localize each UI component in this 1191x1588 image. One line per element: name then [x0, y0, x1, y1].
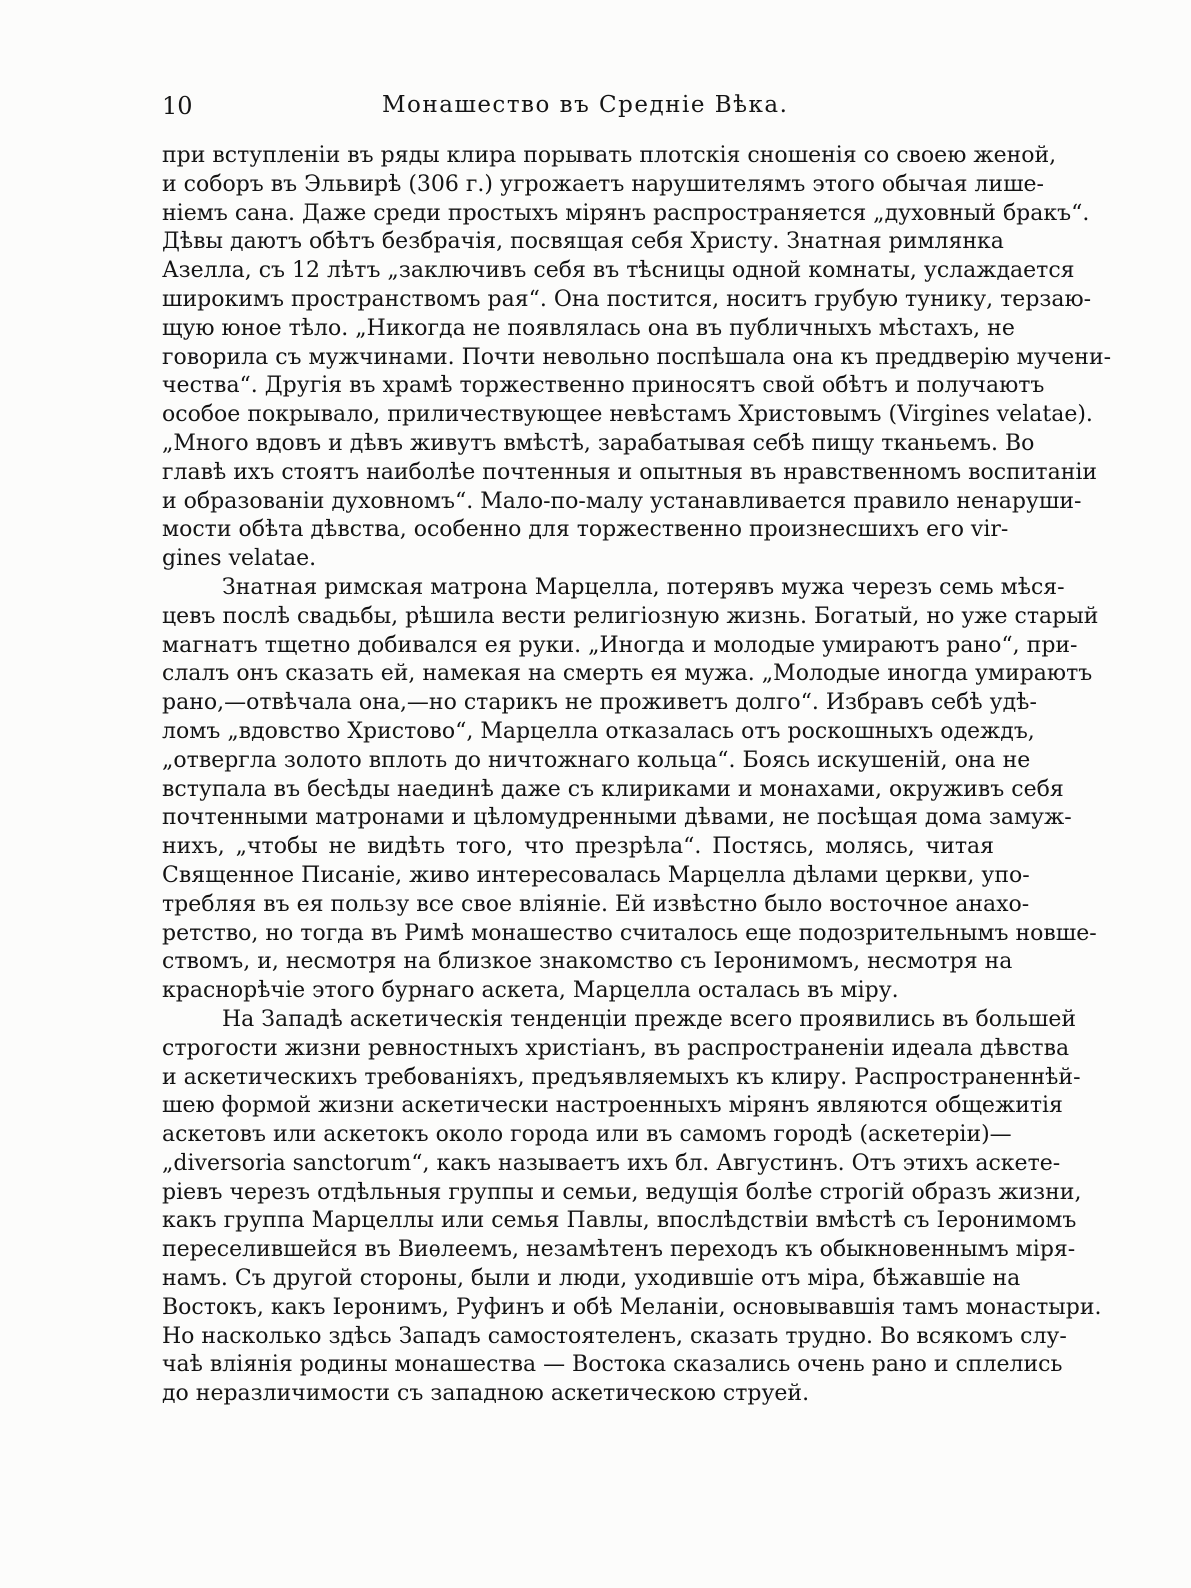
text-line: требляя въ ея пользу все свое вліяніе. Ей извѣстно было восточное анахо-	[162, 891, 1030, 917]
text-line: краснорѣчіе этого бурнаго аскета, Марцелла осталась въ міру.	[162, 978, 899, 1004]
text-line: рано,—отвѣчала она,—но старикъ не проживетъ долго“. Избравъ себѣ удѣ-	[162, 690, 1037, 716]
text-line: и соборъ въ Эльвирѣ (306 г.) угрожаетъ нарушителямъ этого обычая лише-	[162, 171, 1044, 197]
text-line: слалъ онъ сказать ей, намекая на смерть ея мужа. „Молодые иногда умираютъ	[162, 661, 1093, 687]
text-line: намъ. Съ другой стороны, были и люди, уходившіе отъ міра, бѣжавшіе на	[162, 1266, 1021, 1292]
text-line: gines velatae.	[162, 546, 317, 572]
text-line: цевъ послѣ свадьбы, рѣшила вести религіозную жизнь. Богатый, но уже старый	[162, 603, 1099, 629]
paragraph	[162, 1006, 1102, 1409]
text-line: при вступленіи въ ряды клира порывать плотскія сношенія со своею женой,	[162, 143, 1057, 168]
text-line: какъ группа Марцеллы или семья Павлы, впослѣдствіи вмѣстѣ съ Іеронимомъ	[162, 1208, 1077, 1234]
text-line: и аскетическихъ требованіяхъ, предъявляемыхъ къ клиру. Распространеннѣй-	[162, 1064, 1081, 1090]
text-line: вступала въ бесѣды наединѣ даже съ клириками и монахами, окруживъ себя	[162, 776, 1064, 802]
text-line: Священное Писаніе, живо интересовалась Марцелла дѣлами церкви, упо-	[162, 862, 1030, 888]
text-column	[162, 142, 1112, 1409]
text-line: „отвергла золото вплоть до ничтожнаго кольца“. Боясь искушеній, она не	[162, 747, 1031, 773]
text-line: почтенными матронами и цѣломудренными дѣвами, не посѣщая дома замуж-	[162, 805, 1072, 831]
text-line: ріевъ черезъ отдѣльныя группы и семьи, ведущія болѣе строгій образъ жизни,	[162, 1179, 1082, 1205]
page-number: 10	[162, 92, 193, 120]
text-line: главѣ ихъ стоятъ наиболѣе почтенныя и опытныя въ нравственномъ воспитаніи	[162, 459, 1098, 485]
paragraph	[162, 574, 1099, 1006]
text-line: ломъ „вдовство Христово“, Марцелла отказалась отъ роскошныхъ одеждъ,	[162, 718, 1035, 744]
text-line: шею формой жизни аскетически настроенныхъ мірянъ являются общежитія	[162, 1093, 1063, 1119]
text-line: особое покрывало, приличествующее невѣстамъ Христовымъ (Virgines velatae).	[162, 402, 1093, 428]
text-line: широкимъ пространствомъ рая“. Она постится, носитъ грубую тунику, терзаю-	[162, 286, 1092, 312]
text-line: Востокъ, какъ Іеронимъ, Руфинъ и обѣ Меланіи, основывавшія тамъ монастыри.	[162, 1294, 1102, 1320]
text-line: „Много вдовъ и дѣвъ живутъ вмѣстѣ, зарабатывая себѣ пищу тканьемъ. Во	[162, 430, 1035, 456]
header-title: Монашество въ Средніе Вѣка.	[382, 92, 789, 118]
text-line: аскетовъ или аскетокъ около города или въ самомъ городѣ (аскетеріи)—	[162, 1122, 1012, 1148]
text-line: Но насколько здѣсь Западъ самостоятеленъ, сказать трудно. Во всякомъ слу-	[162, 1323, 1067, 1349]
text-line: ретство, но тогда въ Римѣ монашество считалось еще подозрительнымъ новше-	[162, 920, 1097, 946]
running-head	[162, 92, 992, 128]
text-line: Дѣвы даютъ обѣтъ безбрачія, посвящая себя Христу. Знатная римлянка	[162, 229, 1004, 255]
text-line: чаѣ вліянія родины монашества — Востока сказались очень рано и сплелись	[162, 1352, 1063, 1378]
text-line: щую юное тѣло. „Никогда не появлялась она въ публичныхъ мѣстахъ, не	[162, 315, 1015, 341]
text-line: переселившейся въ Виѳлеемъ, незамѣтенъ переходъ къ обыкновеннымъ міря-	[162, 1237, 1076, 1263]
text-line: ствомъ, и, несмотря на близкое знакомство съ Іеронимомъ, несмотря на	[162, 949, 1013, 975]
text-line: нихъ, „чтобы не видѣть того, что презрѣла“. Постясь, молясь, читая	[162, 834, 994, 860]
text-line: чества“. Другія въ храмѣ торжественно приносятъ свой обѣтъ и получаютъ	[162, 373, 1045, 399]
text-line: Азелла, съ 12 лѣтъ „заключивъ себя въ тѣсницы одной комнаты, услаждается	[162, 258, 1075, 284]
text-line: мости обѣта дѣвства, особенно для торжественно произнесшихъ его vir-	[162, 517, 1009, 543]
text-line: и образованіи духовномъ“. Мало-по-малу устанавливается правило ненаруши-	[162, 488, 1082, 514]
text-line: На Западѣ аскетическія тенденціи прежде всего проявились въ большей	[222, 1006, 1077, 1032]
text-line: до неразличимости съ западною аскетическою струей.	[162, 1381, 810, 1407]
text-line: ніемъ сана. Даже среди простыхъ мірянъ распространяется „духовный бракъ“.	[162, 200, 1090, 226]
text-line: „diversoria sanctorum“, какъ называетъ ихъ бл. Августинъ. Отъ этихъ аскете-	[162, 1150, 1061, 1176]
text-line: магнатъ тщетно добивался ея руки. „Иногда и молодые умираютъ рано“, при-	[162, 632, 1078, 658]
text-line: Знатная римская матрона Марцелла, потерявъ мужа черезъ семь мѣся-	[222, 574, 1065, 600]
paragraph	[162, 142, 1112, 574]
text-line: говорила съ мужчинами. Почти невольно поспѣшала она къ преддверію мучени-	[162, 344, 1112, 370]
text-line: строгости жизни ревностныхъ христіанъ, въ распространеніи идеала дѣвства	[162, 1035, 1070, 1061]
